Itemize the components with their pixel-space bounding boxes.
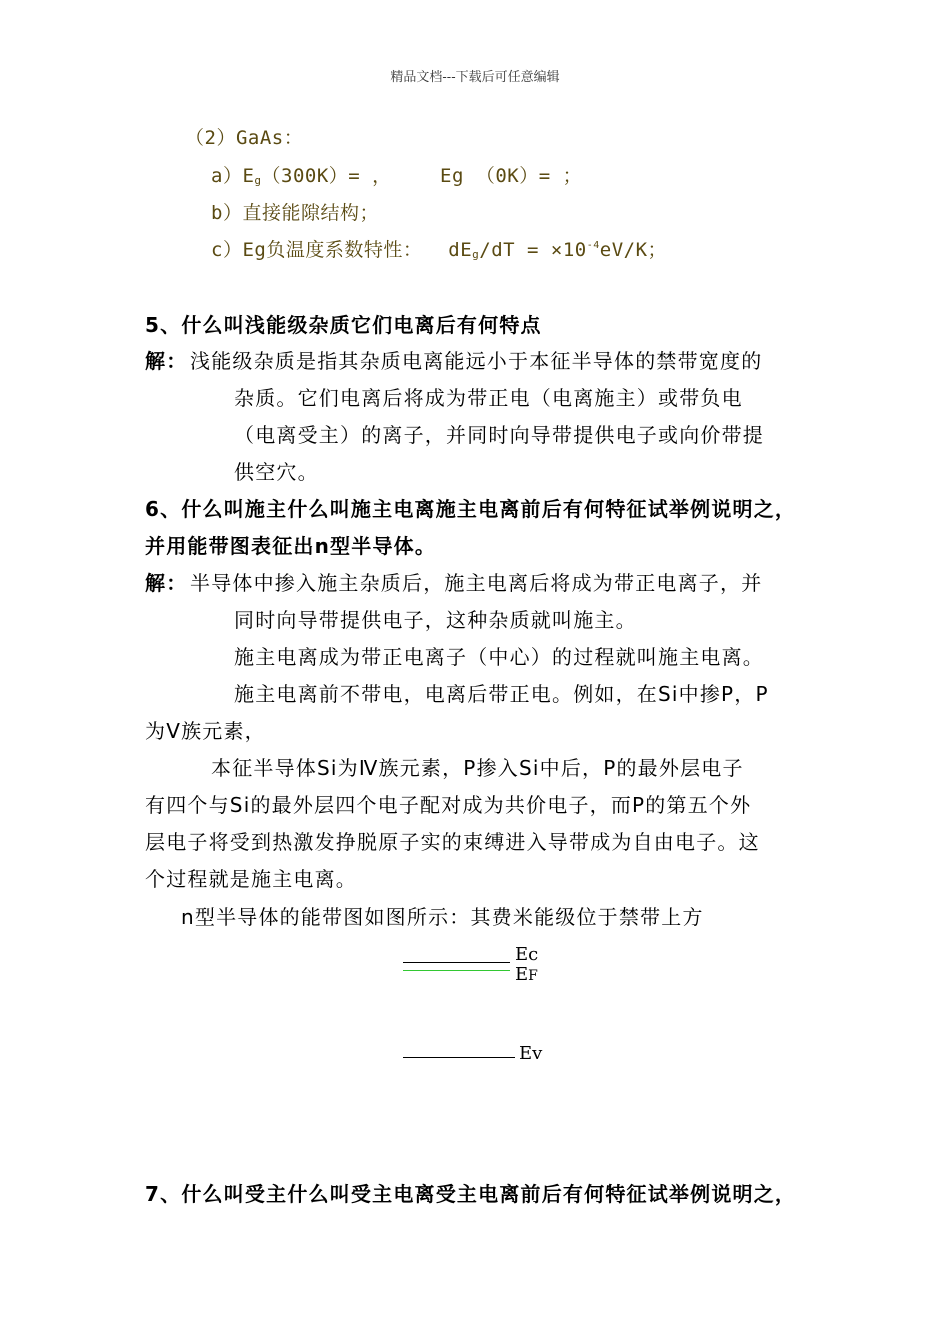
gaas-c-dt: /dT = ×10 [479, 239, 587, 261]
gaas-c-subscript: g [472, 248, 480, 261]
q6-para2-line-4: 个过程就是施主电离。 [145, 867, 357, 891]
q6-para2-line-1: 本征半导体Si为Ⅳ族元素，P掺入Si中后，P的最外层电子 [211, 756, 744, 780]
gaas-item-b: b）直接能隙结构； [211, 202, 379, 224]
q6-answer-line-2: 同时向导带提供电子，这种杂质就叫施主。 [234, 608, 637, 632]
q5-answer-line-2: 杂质。它们电离后将成为带正电（电离施主）或带负电 [234, 386, 743, 410]
q6-para2-line-3: 层电子将受到热激发挣脱原子实的束缚进入导带成为自由电子。这 [145, 830, 760, 854]
q5-question: 5、什么叫浅能级杂质它们电离后有何特点 [145, 313, 542, 337]
conduction-band-label: Ec [515, 944, 539, 965]
q6-answer-line-4: 施主电离前不带电，电离后带正电。例如，在Si中掺P，P [234, 682, 769, 706]
gaas-item-c [211, 235, 667, 262]
gaas-c-unit: eV/K； [599, 239, 668, 261]
fermi-level-line [403, 970, 510, 971]
fermi-label-sub: F [528, 968, 538, 984]
q6-answer-label: 解： [145, 571, 188, 595]
q6-answer-line-5: 为Ⅴ族元素， [145, 719, 266, 743]
gaas-c-superscript: -4 [586, 240, 600, 251]
gaas-title: （2）GaAs： [185, 127, 304, 149]
valence-band-line [403, 1057, 515, 1058]
gaas-a-prefix: a）E [211, 165, 255, 187]
gaas-a-subscript: g [254, 174, 262, 187]
fermi-level-label [515, 964, 538, 985]
q6-answer-line-3: 施主电离成为带正电离子（中心）的过程就叫施主电离。 [234, 645, 764, 669]
q6-answer-line-1: 半导体中掺入施主杂质后，施主电离后将成为带正电离子，并 [190, 571, 763, 595]
band-diagram-caption: n型半导体的能带图如图所示：其费米能级位于禁带上方 [181, 905, 704, 929]
gaas-a-mid: （300K）= ， [261, 165, 392, 187]
gaas-c-prefix: c）Eg负温度系数特性： [211, 239, 423, 261]
q5-answer-line-4: 供空穴。 [234, 460, 319, 484]
gaas-item-a-eg0: Eg （0K）= ； [440, 165, 583, 187]
q6-question-line-1: 6、什么叫施主什么叫施主电离施主电离前后有何特征试举例说明之， [145, 497, 797, 521]
q5-answer-line-3: （电离受主）的离子，并同时向导带提供电子或向价带提 [234, 423, 764, 447]
fermi-label-main: E [515, 964, 529, 985]
q7-question: 7、什么叫受主什么叫受主电离受主电离前后有何特征试举例说明之， [145, 1182, 797, 1206]
valence-band-label: Ev [519, 1043, 543, 1064]
page-header: 精品文档---下载后可任意编辑 [390, 70, 560, 85]
q6-question-line-2: 并用能带图表征出n型半导体。 [145, 534, 437, 558]
gaas-c-de: dE [448, 239, 473, 261]
q6-para2-line-2: 有四个与Si的最外层四个电子配对成为共价电子，而P的第五个外 [145, 793, 752, 817]
gaas-item-a [211, 161, 392, 188]
q5-answer-line-1: 浅能级杂质是指其杂质电离能远小于本征半导体的禁带宽度的 [190, 349, 763, 373]
q5-answer-label: 解： [145, 349, 188, 373]
conduction-band-line [403, 962, 510, 963]
